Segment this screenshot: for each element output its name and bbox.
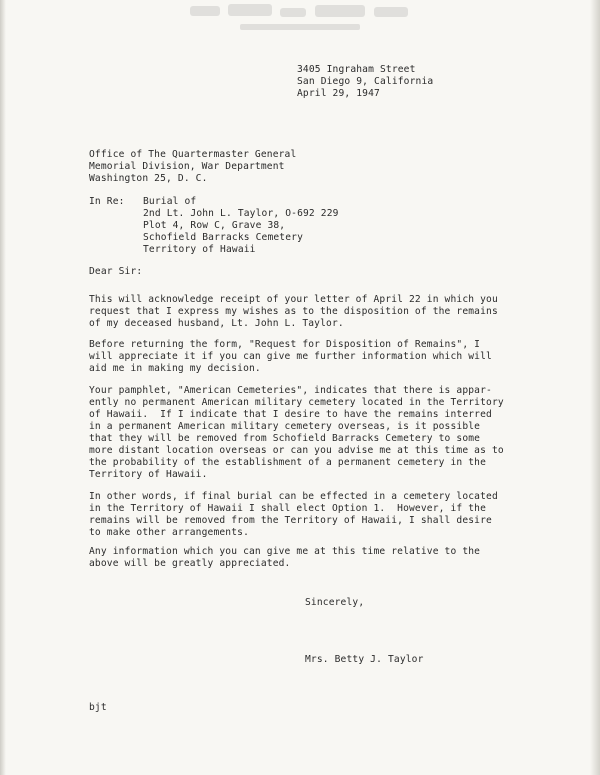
body-line: request that I express my wishes as to the disposition of the remains [89, 306, 498, 317]
body-line: in a permanent American military cemetery overseas, is it possible [89, 421, 481, 432]
body-line: Before returning the form, "Request for Disposition of Remains", I [89, 339, 481, 350]
body-line: remains will be removed from the Territory of Hawaii, I shall desire [89, 515, 492, 526]
reference-line: Schofield Barracks Cemetery [143, 232, 303, 243]
recipient-line: Memorial Division, War Department [89, 161, 285, 172]
paragraph-closing-remark [89, 546, 480, 570]
body-line: will appreciate it if you can give me further information which will [89, 351, 492, 362]
body-line: the probability of the establishment of a permanent cemetery in the [89, 457, 487, 468]
body-line: to make other arrangements. [89, 527, 249, 538]
reference-label: In Re: [89, 196, 125, 207]
scan-edge-right [590, 0, 600, 775]
complimentary-close: Sincerely, [305, 597, 365, 608]
paragraph-request-info [89, 339, 492, 375]
body-line: of Hawaii. If I indicate that I desire to have the remains interred [89, 409, 492, 420]
reference-line: Plot 4, Row C, Grave 38, [143, 220, 286, 231]
letter-date: April 29, 1947 [297, 88, 380, 99]
paragraph-cemeteries [89, 385, 504, 481]
body-line: of my deceased husband, Lt. John L. Taylor. [89, 318, 344, 329]
body-line: that they will be removed from Schofield Barracks Cemetery to some [89, 433, 481, 444]
reference-lines [143, 196, 339, 256]
recipient-line: Washington 25, D. C. [89, 173, 208, 184]
body-line: aid me in making my decision. [89, 363, 261, 374]
body-line: This will acknowledge receipt of your letter of April 22 in which you [89, 294, 498, 305]
body-line: ently no permanent American military cemetery located in the Territory [89, 397, 504, 408]
bleed-through-mark [170, 0, 440, 48]
reference-line: 2nd Lt. John L. Taylor, O-692 229 [143, 208, 339, 219]
typist-initials: bjt [89, 702, 107, 713]
scan-edge-left [0, 0, 6, 775]
sender-address-block [297, 64, 433, 100]
body-line: Your pamphlet, "American Cemeteries", indicates that there is appar- [89, 385, 492, 396]
sender-city: San Diego 9, California [297, 76, 434, 87]
paragraph-option [89, 491, 498, 539]
paragraph-acknowledgement [89, 294, 498, 330]
reference-line: Burial of [143, 196, 197, 207]
signature-name: Mrs. Betty J. Taylor [305, 654, 424, 665]
body-line: In other words, if final burial can be effected in a cemetery located [89, 491, 498, 502]
body-line: in the Territory of Hawaii I shall elect Option 1. However, if the [89, 503, 487, 514]
body-line: above will be greatly appreciated. [89, 558, 291, 569]
body-line: Any information which you can give me at this time relative to the [89, 546, 481, 557]
body-line: Territory of Hawaii. [89, 469, 208, 480]
salutation: Dear Sir: [89, 266, 143, 277]
body-line: more distant location overseas or can you advise me at this time as to [89, 445, 504, 456]
recipient-line: Office of The Quartermaster General [89, 149, 297, 160]
reference-line: Territory of Hawaii [143, 244, 256, 255]
sender-street: 3405 Ingraham Street [297, 64, 416, 75]
recipient-address-block [89, 149, 296, 185]
